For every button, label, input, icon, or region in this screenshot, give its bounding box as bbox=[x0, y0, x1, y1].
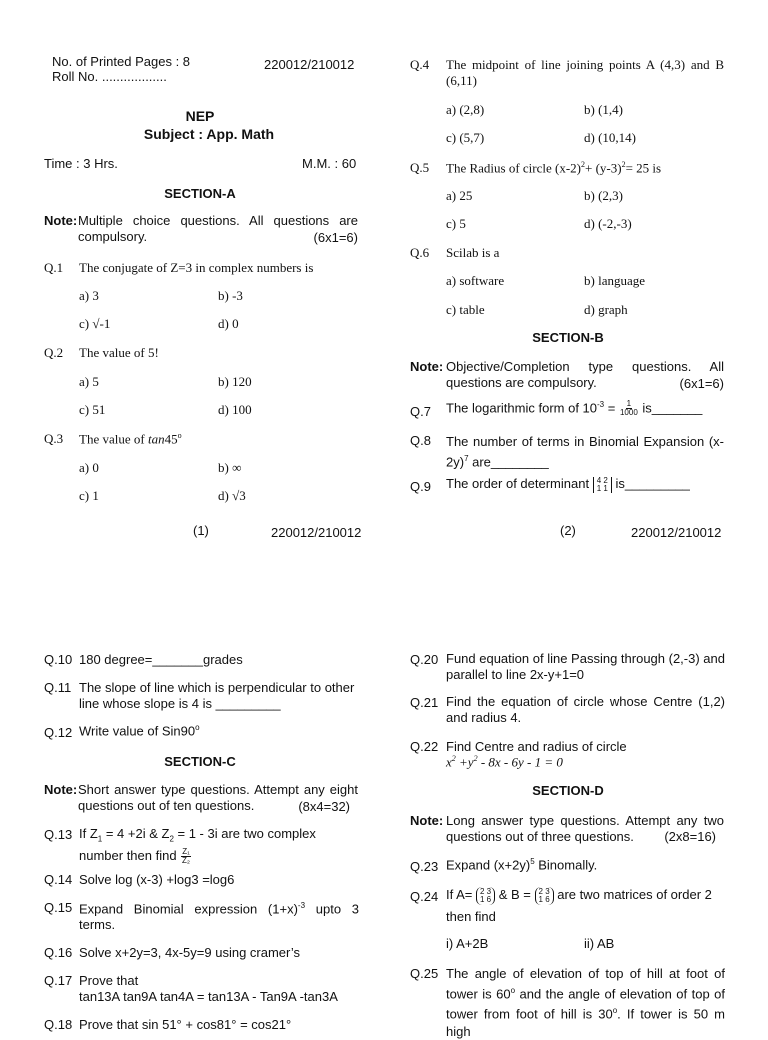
q5-number: Q.5 bbox=[410, 160, 430, 175]
time: Time : 3 Hrs. bbox=[44, 156, 118, 171]
q2-number: Q.2 bbox=[44, 345, 64, 360]
q8-text: The number of terms in Binomial Expansion $(x-2y)^7$ are________ bbox=[446, 434, 724, 470]
q7-number: Q.7 bbox=[410, 404, 431, 419]
q11-text: The slope of line which is perpendicular to other line whose slope is 4 is _________ bbox=[79, 680, 355, 711]
matrix-a: 2 3 1 6 bbox=[476, 887, 495, 905]
matrix-b: 2 3 1 6 bbox=[535, 887, 554, 905]
q16-number: Q.16 bbox=[44, 945, 73, 960]
q2-option-d[interactable]: d) 100 bbox=[218, 402, 252, 417]
note-label: Note: bbox=[410, 813, 444, 828]
note-marks: (2x8=16) bbox=[664, 829, 716, 844]
q15-text: Expand Binomial expression $(1+x)^{-3}$ upto 3 terms. bbox=[79, 901, 359, 933]
q3-number: Q.3 bbox=[44, 431, 64, 446]
q9-determinant: 4 2 1 1 bbox=[593, 477, 612, 493]
footer-code-2: 220012/210012 bbox=[631, 525, 722, 540]
section-b-heading: SECTION-B bbox=[532, 330, 604, 345]
note-d bbox=[410, 813, 724, 845]
max-marks: M.M. : 60 bbox=[302, 156, 357, 171]
q2-option-a[interactable]: a) 5 bbox=[79, 374, 99, 389]
note-label: Note: bbox=[44, 782, 78, 797]
q20-number: Q.20 bbox=[410, 652, 439, 667]
page-number-1: (1) bbox=[193, 523, 209, 538]
section-c-heading: SECTION-C bbox=[164, 754, 236, 769]
q13-text: If $Z_1 = 4 +2i$ & $Z_2 = 1 - 3i$ are two complex number then find $\frac{\text{Z₁}}{\text{Z₂}}$ bbox=[79, 826, 316, 865]
q1-option-b[interactable]: b) -3 bbox=[218, 288, 243, 303]
q15-number: Q.15 bbox=[44, 900, 73, 915]
q6-option-d[interactable]: d) graph bbox=[584, 302, 628, 317]
note-b bbox=[410, 359, 724, 391]
q3-option-c[interactable]: c) 1 bbox=[79, 488, 99, 503]
q18-number: Q.18 bbox=[44, 1017, 73, 1032]
q16-text: Solve x+2y=3, 4x-5y=9 using cramer’s bbox=[79, 945, 300, 960]
q12-text: Write value of Sin90$^o$ bbox=[79, 723, 200, 739]
q17-text: Prove that bbox=[79, 973, 139, 988]
roll-no: Roll No. .................. bbox=[52, 69, 167, 84]
q7-text: The logarithmic form of $10^{-3}$ = $\frac{1}{1000}$ is_______ bbox=[446, 399, 703, 418]
q11-number: Q.11 bbox=[44, 680, 72, 695]
q5-option-a[interactable]: a) 25 bbox=[446, 188, 473, 203]
note-label: Note: bbox=[410, 359, 444, 374]
q22-number: Q.22 bbox=[410, 739, 439, 754]
q1-option-c[interactable]: c) √-1 bbox=[79, 316, 111, 331]
note-marks: (8x4=32) bbox=[298, 799, 350, 814]
section-a-heading: SECTION-A bbox=[164, 186, 236, 201]
q4-option-a[interactable]: a) (2,8) bbox=[446, 102, 485, 117]
q22-text: Find Centre and radius of circle bbox=[446, 739, 627, 754]
q5-option-c[interactable]: c) 5 bbox=[446, 216, 466, 231]
q24-number: Q.24 bbox=[410, 889, 439, 904]
q9-text: The order of determinant 4 2 1 1 is_________ bbox=[446, 475, 690, 493]
q25-text: The angle of elevation of top of hill at foot of tower is 60$^o$ and the angle of elevation of top of tower from foot of hill is 30$^o$. If tower is 50 m high bbox=[446, 966, 725, 1039]
q10-text: 180 degree=_______grades bbox=[79, 652, 243, 667]
q17-line2: tan13A tan9A tan4A = tan13A - Tan9A -tan3A bbox=[79, 989, 338, 1004]
q24-option-ii[interactable]: ii) AB bbox=[584, 936, 615, 951]
q18-text: Prove that sin 51° + cos81° = cos21° bbox=[79, 1017, 292, 1032]
q3-text: The value of tan45$^o$ bbox=[79, 431, 182, 447]
q1-number: Q.1 bbox=[44, 260, 64, 275]
q14-number: Q.14 bbox=[44, 872, 73, 887]
q4-text: The midpoint of line joining points A (4,3) and B (6,11) bbox=[446, 57, 724, 88]
q6-option-b[interactable]: b) language bbox=[584, 273, 646, 288]
q5-option-d[interactable]: d) (-2,-3) bbox=[584, 216, 632, 231]
page-number-2: (2) bbox=[560, 523, 576, 538]
footer-code-1: 220012/210012 bbox=[271, 525, 362, 540]
paper-code: 220012/210012 bbox=[264, 57, 355, 72]
note-text: Multiple choice questions. All questions are compulsory. bbox=[78, 213, 358, 244]
q5-option-b[interactable]: b) (2,3) bbox=[584, 188, 623, 203]
q1-text: The conjugate of Z=3 in complex numbers is bbox=[79, 260, 314, 275]
q2-option-c[interactable]: c) 51 bbox=[79, 402, 106, 417]
q24-option-i[interactable]: i) A+2B bbox=[446, 936, 489, 951]
q13-number: Q.13 bbox=[44, 827, 73, 842]
note-text: Short answer type questions. Attempt any eight questions out of ten questions. bbox=[78, 782, 358, 813]
q21-number: Q.21 bbox=[410, 695, 439, 710]
q23-number: Q.23 bbox=[410, 859, 439, 874]
note-text: Objective/Completion type questions. All questions are compulsory. bbox=[446, 359, 724, 390]
q4-option-d[interactable]: d) (10,14) bbox=[584, 130, 636, 145]
q12-number: Q.12 bbox=[44, 725, 73, 740]
q3-option-a[interactable]: a) 0 bbox=[79, 460, 99, 475]
note-marks: (6x1=6) bbox=[313, 230, 358, 245]
note-text: Long answer type questions. Attempt any two questions out of three questions. bbox=[446, 813, 724, 844]
q20-text: Fund equation of line Passing through (2,-3) and parallel to line 2x-y+1=0 bbox=[446, 651, 725, 682]
q25-number: Q.25 bbox=[410, 966, 439, 981]
note-marks: (6x1=6) bbox=[679, 376, 724, 391]
q6-option-c[interactable]: c) table bbox=[446, 302, 485, 317]
q2-text: The value of 5! bbox=[79, 345, 159, 360]
q5-text: The Radius of circle $(x-2)^2+ (y-3)^2= 25$ is bbox=[446, 160, 662, 176]
subject-heading: Subject : App. Math bbox=[143, 126, 275, 142]
q4-option-b[interactable]: b) (1,4) bbox=[584, 102, 623, 117]
nep-heading: NEP bbox=[185, 108, 215, 124]
q14-text: Solve log (x-3) +log3 =log6 bbox=[79, 872, 235, 887]
q8-number: Q.8 bbox=[410, 433, 431, 448]
q4-number: Q.4 bbox=[410, 57, 430, 72]
q6-number: Q.6 bbox=[410, 245, 430, 260]
q17-number: Q.17 bbox=[44, 973, 73, 988]
section-d-heading: SECTION-D bbox=[532, 783, 604, 798]
q3-option-d[interactable]: d) √3 bbox=[218, 488, 246, 503]
q4-option-c[interactable]: c) (5,7) bbox=[446, 130, 485, 145]
q3-option-b[interactable]: b) ∞ bbox=[218, 460, 242, 475]
q22-equation: $x^2 +y^2 - 8x - 6y - 1 = 0$ bbox=[446, 754, 563, 770]
q1-option-a[interactable]: a) 3 bbox=[79, 288, 99, 303]
note-c bbox=[44, 782, 358, 814]
q9-number: Q.9 bbox=[410, 479, 431, 494]
note-a bbox=[44, 213, 358, 245]
q23-text: Expand $(x+2y)^5$ Binomally. bbox=[446, 857, 598, 873]
q10-number: Q.10 bbox=[44, 652, 73, 667]
q6-option-a[interactable]: a) software bbox=[446, 273, 505, 288]
q6-text: Scilab is a bbox=[446, 245, 500, 260]
q24-text: If A= 2 3 1 6 & B = 2 3 1 6 are two matrices of order 2 then find bbox=[446, 886, 712, 924]
q2-option-b[interactable]: b) 120 bbox=[218, 374, 252, 389]
q7-fraction: $\frac{1}{1000}$ bbox=[619, 399, 638, 418]
printed-pages: No. of Printed Pages : 8 bbox=[52, 54, 191, 69]
q1-option-d[interactable]: d) 0 bbox=[218, 316, 239, 331]
q13-fraction: $\frac{\text{Z₁}}{\text{Z₂}}$ bbox=[181, 846, 190, 865]
q21-text: Find the equation of circle whose Centre (1,2) and radius 4. bbox=[446, 694, 725, 725]
note-label: Note: bbox=[44, 213, 78, 228]
